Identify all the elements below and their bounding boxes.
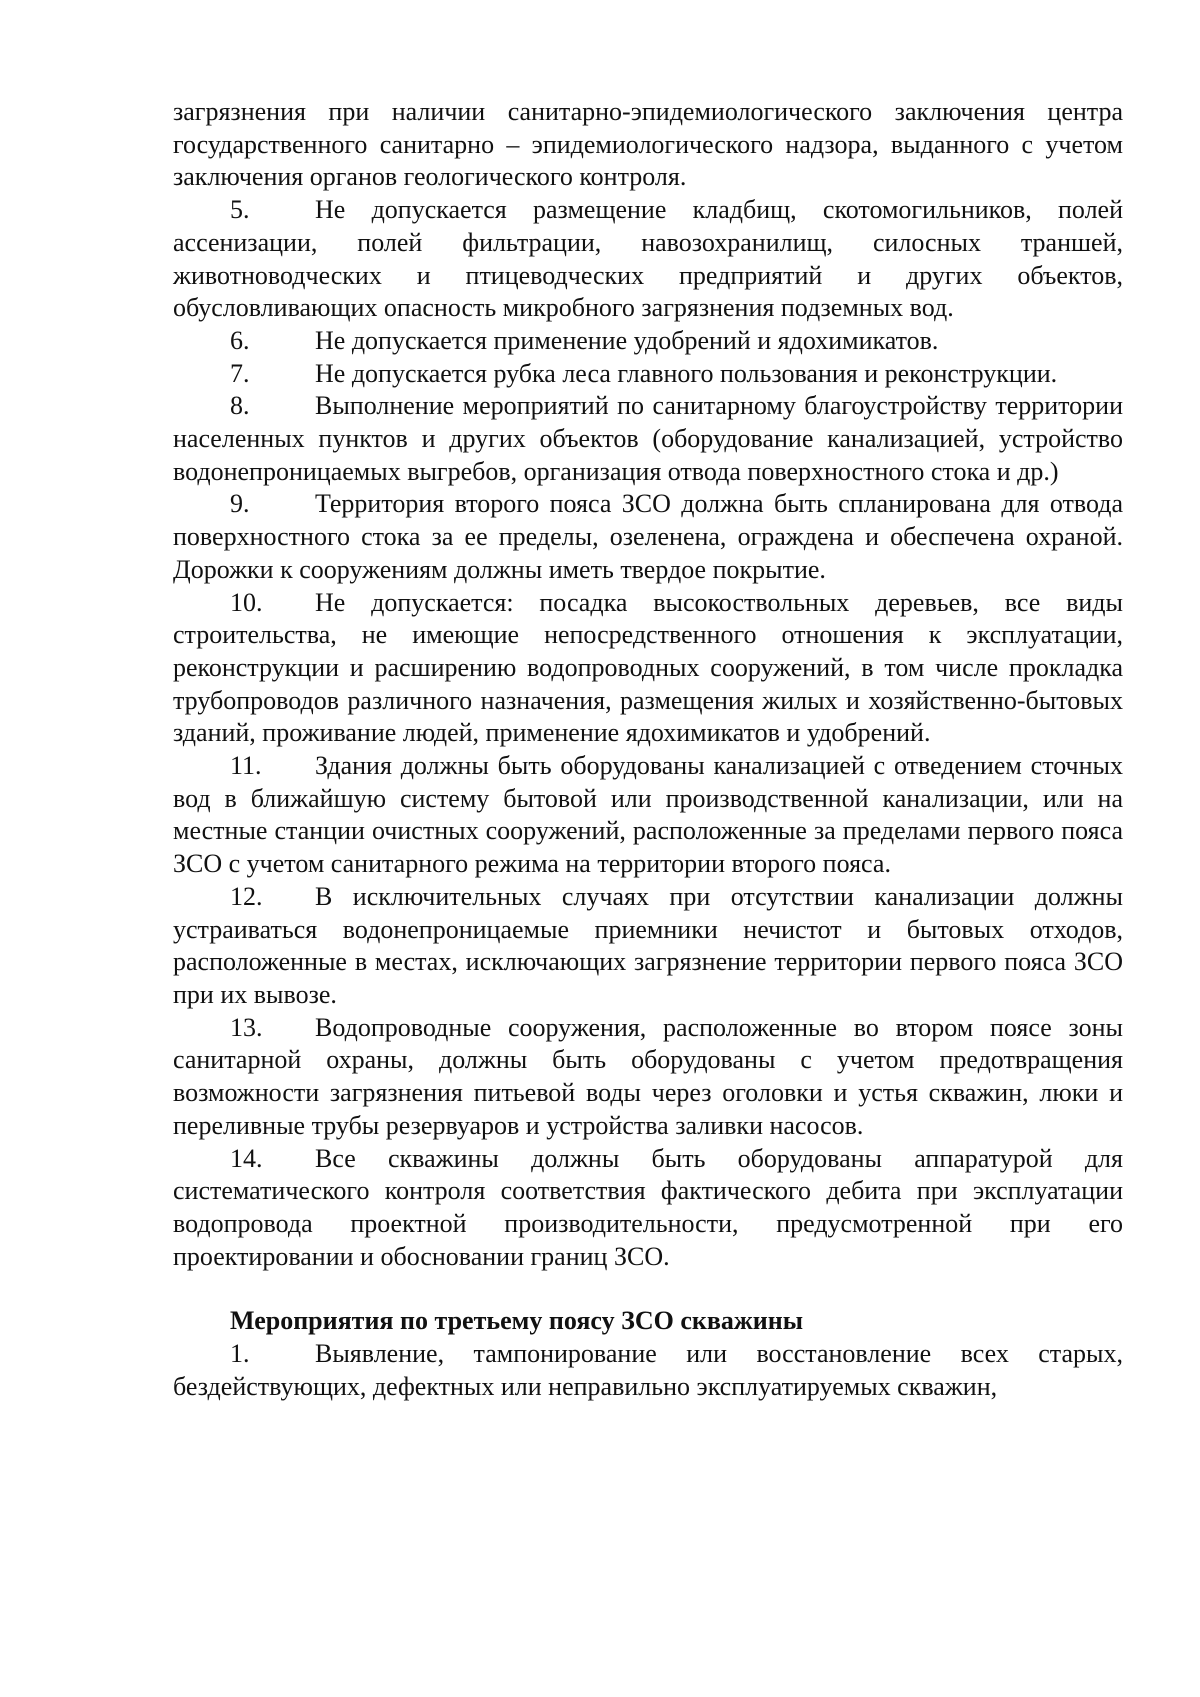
section-list-item-1 (173, 1338, 1123, 1403)
item-number: 5. (230, 195, 250, 225)
item-number: 6. (230, 325, 250, 355)
item-number: 14. (230, 1143, 263, 1173)
list-item-12 (173, 881, 1123, 1012)
list-item-5 (173, 194, 1123, 325)
list-item-7 (173, 358, 1123, 391)
section-heading: Мероприятия по третьему поясу ЗСО скважины (230, 1306, 803, 1336)
list-item-10 (173, 587, 1123, 751)
list-item-9 (173, 488, 1123, 586)
item-number: 11. (230, 751, 262, 781)
list-item-8 (173, 390, 1123, 488)
item-number: 1. (230, 1339, 250, 1369)
item-number: 13. (230, 1012, 263, 1042)
item-text: Не допускается применение удобрений и ядохимикатов. (315, 325, 939, 355)
list-item-14 (173, 1143, 1123, 1274)
list-item-6 (173, 325, 1123, 358)
item-number: 8. (230, 391, 250, 421)
item-number: 10. (230, 587, 263, 617)
item-number: 9. (230, 489, 250, 519)
item-text: Все скважины должны быть оборудованы аппаратурой для систематического контроля соответствия фактического дебита при эксплуатации водопровода проектной производительности, предусмотренной при его проектировании и обосновании границ ЗСО. (173, 1143, 1123, 1271)
list-item-13 (173, 1012, 1123, 1143)
item-text: Здания должны быть оборудованы канализацией с отведением сточных вод в ближайшую систему бытовой или производственной канализации, или на местные станции очистных сооружений, расположенные за пределами первого пояса ЗСО с учетом санитарного режима на территории второго пояса. (173, 751, 1123, 879)
item-number: 12. (230, 881, 263, 911)
item-text: Выполнение мероприятий по санитарному благоустройству территории населенных пунктов и других объектов (оборудование канализацией, устройство водонепроницаемых выгребов, организация отвода поверхностного стока и др.) (173, 391, 1123, 486)
item-text: Не допускается размещение кладбищ, скотомогильников, полей ассенизации, полей фильтрации, навозохранилищ, силосных траншей, животноводческих и птицеводческих предприятий и других объектов, обусловливающих опасность микробного загрязнения подземных вод. (173, 195, 1123, 323)
item-text: Не допускается: посадка высокоствольных деревьев, все виды строительства, не имеющие непосредственного отношения к эксплуатации, реконструкции и расширению водопроводных сооружений, в том числе прокладка трубопроводов различного назначения, размещения жилых и хозяйственно-бытовых зданий, проживание людей, применение ядохимикатов и удобрений. (173, 587, 1123, 748)
document-body (173, 96, 1123, 1403)
item-text: В исключительных случаях при отсутствии канализации должны устраиваться водонепроницаемые приемники нечистот и бытовых отходов, расположенные в местах, исключающих загрязнение территории первого пояса ЗСО при их вывозе. (173, 881, 1123, 1009)
intro-paragraph: загрязнения при наличии санитарно-эпидемиологического заключения центра государственного санитарно – эпидемиологического надзора, выданного с учетом заключения органов геологического контроля. (173, 97, 1123, 192)
item-number: 7. (230, 358, 250, 388)
item-text: Не допускается рубка леса главного пользования и реконструкции. (315, 358, 1058, 388)
item-text: Водопроводные сооружения, расположенные во втором поясе зоны санитарной охраны, должны быть оборудованы с учетом предотвращения возможности загрязнения питьевой воды через оголовки и устья скважин, люки и переливные трубы резервуаров и устройства заливки насосов. (173, 1012, 1123, 1140)
item-text: Территория второго пояса ЗСО должна быть спланирована для отвода поверхностного стока за ее пределы, озеленена, ограждена и обеспечена охраной. Дорожки к сооружениям должны иметь твердое покрытие. (173, 489, 1123, 584)
list-item-11 (173, 750, 1123, 881)
item-text: Выявление, тампонирование или восстановление всех старых, бездействующих, дефектных или неправильно эксплуатируемых скважин, (173, 1339, 1123, 1401)
